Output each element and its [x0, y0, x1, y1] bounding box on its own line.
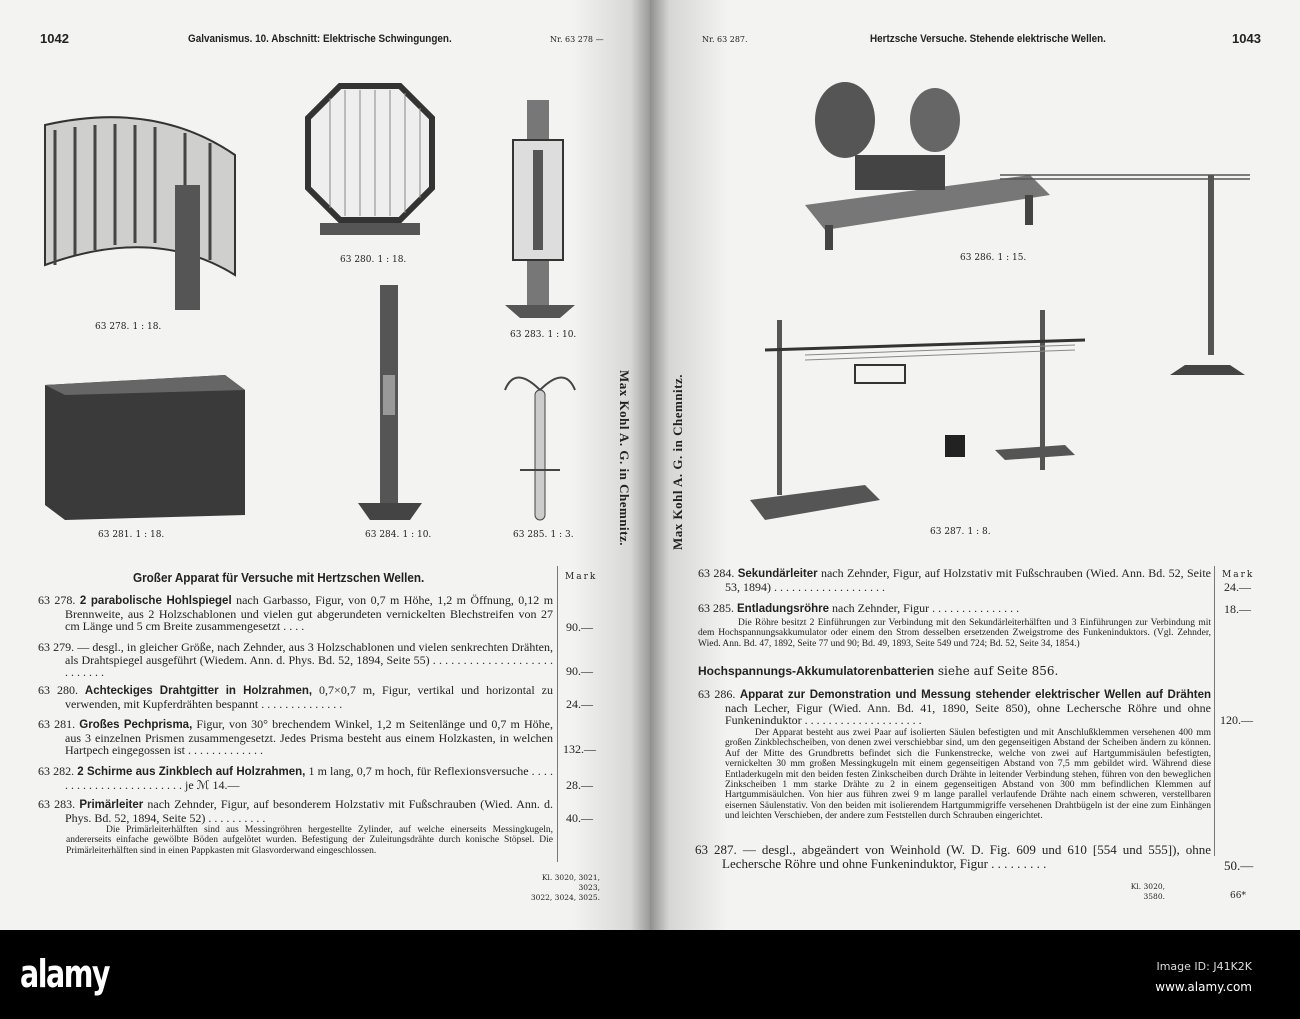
price-header: Mark — [565, 572, 598, 582]
class-reference: Kl. 3020, 3580. — [1130, 882, 1165, 901]
image-id: Image ID: J41K2K — [1156, 960, 1252, 973]
figure-pitch-prism — [40, 370, 250, 530]
item-range: Nr. 63 287. — [702, 35, 748, 44]
figure-caption: 63 286. 1 : 15. — [960, 253, 1027, 263]
price: 90.— — [566, 620, 593, 634]
figure-caption: 63 280. 1 : 18. — [340, 255, 407, 265]
catalog-entry-63279: 63 279. — desgl., in gleicher Größe, nach Zehnder, aus 3 Holzschablonen und vielen senkrechten Drähten, als Drahtspiegel ausgeführt (Wiedem. Ann. d. Phys. Bd. 52, 1894, Seite 55) . . . . . . . . . . . . . . . . . . . . . . . . . . . — [38, 640, 554, 679]
figure-octagonal-grid — [300, 78, 440, 243]
watermark-bar — [0, 930, 1300, 1019]
catalog-entry-63284: 63 284. Sekundärleiter nach Zehnder, Figur, auf Holzstativ mit Fußschrauben (Wied. Ann. Bd. 52, Seite 53, 1894) . . . . . . . . . . . . . . . . . . . — [698, 566, 1212, 594]
price: 28.— — [566, 778, 593, 792]
section-title: Großer Apparat für Versuche mit Hertzschen Wellen. — [133, 570, 425, 585]
right-page — [650, 0, 1300, 930]
page-number: 1042 — [40, 31, 69, 46]
entry-note: Die Primärleiterhälften sind aus Messingröhren hergestellte Zylinder, auf welche einerseits Messingkugeln, andererseits einfache gewölbte Böden aufgelötet wurden. Befestigung der Zuleitungsdrähte durch konische Stöpsel. Die Primärleiterhälften sind in einen Pappkasten mit Glasvorderwand eingeschlossen. — [66, 825, 553, 856]
left-page — [0, 0, 650, 930]
entry-note: Der Apparat besteht aus zwei Paar auf isolierten Säulen befestigten und mit Anschlußklemmen versehenen 400 mm großen Zinkblechscheiben, von denen zwei verschiebbar sind, um den gegenseitigen Abstand der Scheiben ändern zu können. Auf der Mitte des Grundbretts befindet sich die Funkenstrecke, welche von zwei auf Hartgummisäulen befestigten, vernickelten 30 mm großen Messingkugeln mit einem gegenseitigen Abstand von 7,5 mm gebildet wird. Während diese Entladerkugeln mit den beiden festen Zinkscheiben durch Drähte in leitender Verbindung stehen, führen von den beweglichen Zinkscheiben 1 mm starke Drähte zu 2 in einem gegenseitigen Abstand von 300 mm befindlichen Klemmen auf Hartgummisäulchen. Von hier aus führen zwei 9 m lange parallel verlaufende Drähte nach einem schweren, verstellbaren eisernen Säulenstativ. Von den beiden mit isolierendem Hartgummigriffe versehenen Drahtbügeln ist der eine zum Einhängen und leichten Verschieben, der andere zum Feststellen durch Schrauben eingerichtet. — [725, 728, 1211, 822]
price: 24.— — [566, 697, 593, 711]
alamy-logo: alamy — [20, 952, 110, 996]
entry-note: Die Röhre besitzt 2 Einführungen zur Verbindung mit den Sekundärleiterhälften und 3 Einführungen zur Verbindung mit dem Hochspannungsakkumulator oder einem den Strom desselben ersetzenden Zweigstrome des Funkeninduktors. (Vgl. Zehnder, Wied. Ann. Bd. 47, 1892, Seite 77 und 90; Bd. 49, 1893, Seite 549 und 724; Bd. 52, Seite 34, 1854.) — [698, 618, 1211, 649]
catalog-entry-63280: 63 280. Achteckiges Drahtgitter in Holzrahmen, 0,7×0,7 m, Figur, vertikal und horizontal zu verwenden, mit Kupferdrähten bespannt . . . . . . . . . . . . . . — [38, 683, 553, 711]
price: 24.— — [1224, 580, 1251, 594]
publisher-side-text: Max Kohl A. G. in Chemnitz. — [670, 373, 685, 550]
figure-parabolic-mirror — [35, 105, 255, 320]
figure-secondary-conductor — [350, 285, 430, 525]
price: 50.— — [1224, 858, 1254, 873]
publisher-side-text: Max Kohl A. G. in Chemnitz. — [617, 370, 632, 547]
catalog-entry-63282: 63 282. 2 Schirme aus Zinkblech auf Holzrahmen, 1 m lang, 0,7 m hoch, für Reflexionsversuche . . . . . . . . . . . . . . . . . . . . . . . . je ℳ 14.— — [38, 764, 554, 792]
figure-discharge-tube — [495, 360, 585, 530]
price-column-rule — [557, 566, 558, 862]
site-url: www.alamy.com — [1155, 980, 1252, 994]
catalog-entry-63286: 63 286. Apparat zur Demonstration und Messung stehender elektrischer Wellen auf Drähten nach Lecher, Figur (Wied. Ann. Bd. 41, 1890, Seite 850), ohne Lechersche Röhre und ohne Funkeninduktor . . . . . . . . . . . . . . . . . . . . — [698, 687, 1212, 727]
catalog-entry-63287: 63 287. — desgl., abgeändert von Weinhold (W. D. Fig. 609 und 610 [554 und 555]), ohne Lechersche Röhre und ohne Funkeninduktor, Figur . . . . . . . . . — [695, 842, 1212, 871]
figure-caption: 63 283. 1 : 10. — [510, 330, 577, 340]
figure-caption: 63 278. 1 : 18. — [95, 322, 162, 332]
signature-mark: 66* — [1230, 891, 1246, 901]
price: 90.— — [566, 664, 593, 678]
catalog-entry-63278: 63 278. 2 parabolische Hohlspiegel nach Garbasso, Figur, von 0,7 m Höhe, 1,2 m Öffnung, 0,12 m Brennweite, aus 2 Holzschablonen und vielen gut abgerundeten vernickelten Blechstreifen von 27 cm Länge und 5 cm Breite zusammengesetzt . . . . — [38, 593, 554, 633]
catalog-entry-63285: 63 285. Entladungsröhre nach Zehnder, Figur . . . . . . . . . . . . . . . — [698, 601, 1020, 615]
figure-caption: 63 285. 1 : 3. — [513, 530, 574, 540]
figure-caption: 63 287. 1 : 8. — [930, 527, 991, 537]
running-head: Galvanismus. 10. Abschnitt: Elektrische Schwingungen. — [188, 33, 452, 45]
catalog-entry-63281: 63 281. Großes Pechprisma, Figur, von 30° brechendem Winkel, 1,2 m Seitenlänge und 0,7 m Höhe, aus 3 einzelnen Prismen zusammengesetzt. Jedes Prisma besteht aus einem Holzkasten, in welchen Hartpech eingegossen ist . . . . . . . . . . . . . — [38, 717, 554, 757]
price-column-rule — [1214, 566, 1215, 856]
price: 132.— — [563, 742, 596, 756]
figure-caption: 63 281. 1 : 18. — [98, 530, 165, 540]
price: 40.— — [566, 811, 593, 825]
figure-caption: 63 284. 1 : 10. — [365, 530, 432, 540]
running-head: Hertzsche Versuche. Stehende elektrische Wellen. — [870, 33, 1106, 45]
figure-primary-conductor — [485, 100, 595, 325]
class-reference: Kl. 3020, 3021, 3023, 3022, 3024, 3025. — [530, 873, 600, 902]
price: 18.— — [1224, 602, 1251, 616]
cross-reference: Hochspannungs-Akkumulatorenbatterien siehe auf Seite 856. — [698, 664, 1059, 678]
price-header: Mark — [1222, 570, 1255, 580]
figure-weinhold-apparatus — [745, 310, 1135, 525]
item-range: Nr. 63 278 — — [550, 35, 604, 44]
price: 120.— — [1220, 713, 1253, 727]
catalog-entry-63283: 63 283. Primärleiter nach Zehnder, Figur, auf besonderem Holzstativ mit Fußschrauben (Wied. Ann. d. Phys. Bd. 52, 1894, Seite 52) . . . . . . . . . . — [38, 797, 554, 825]
page-number: 1043 — [1232, 31, 1261, 46]
